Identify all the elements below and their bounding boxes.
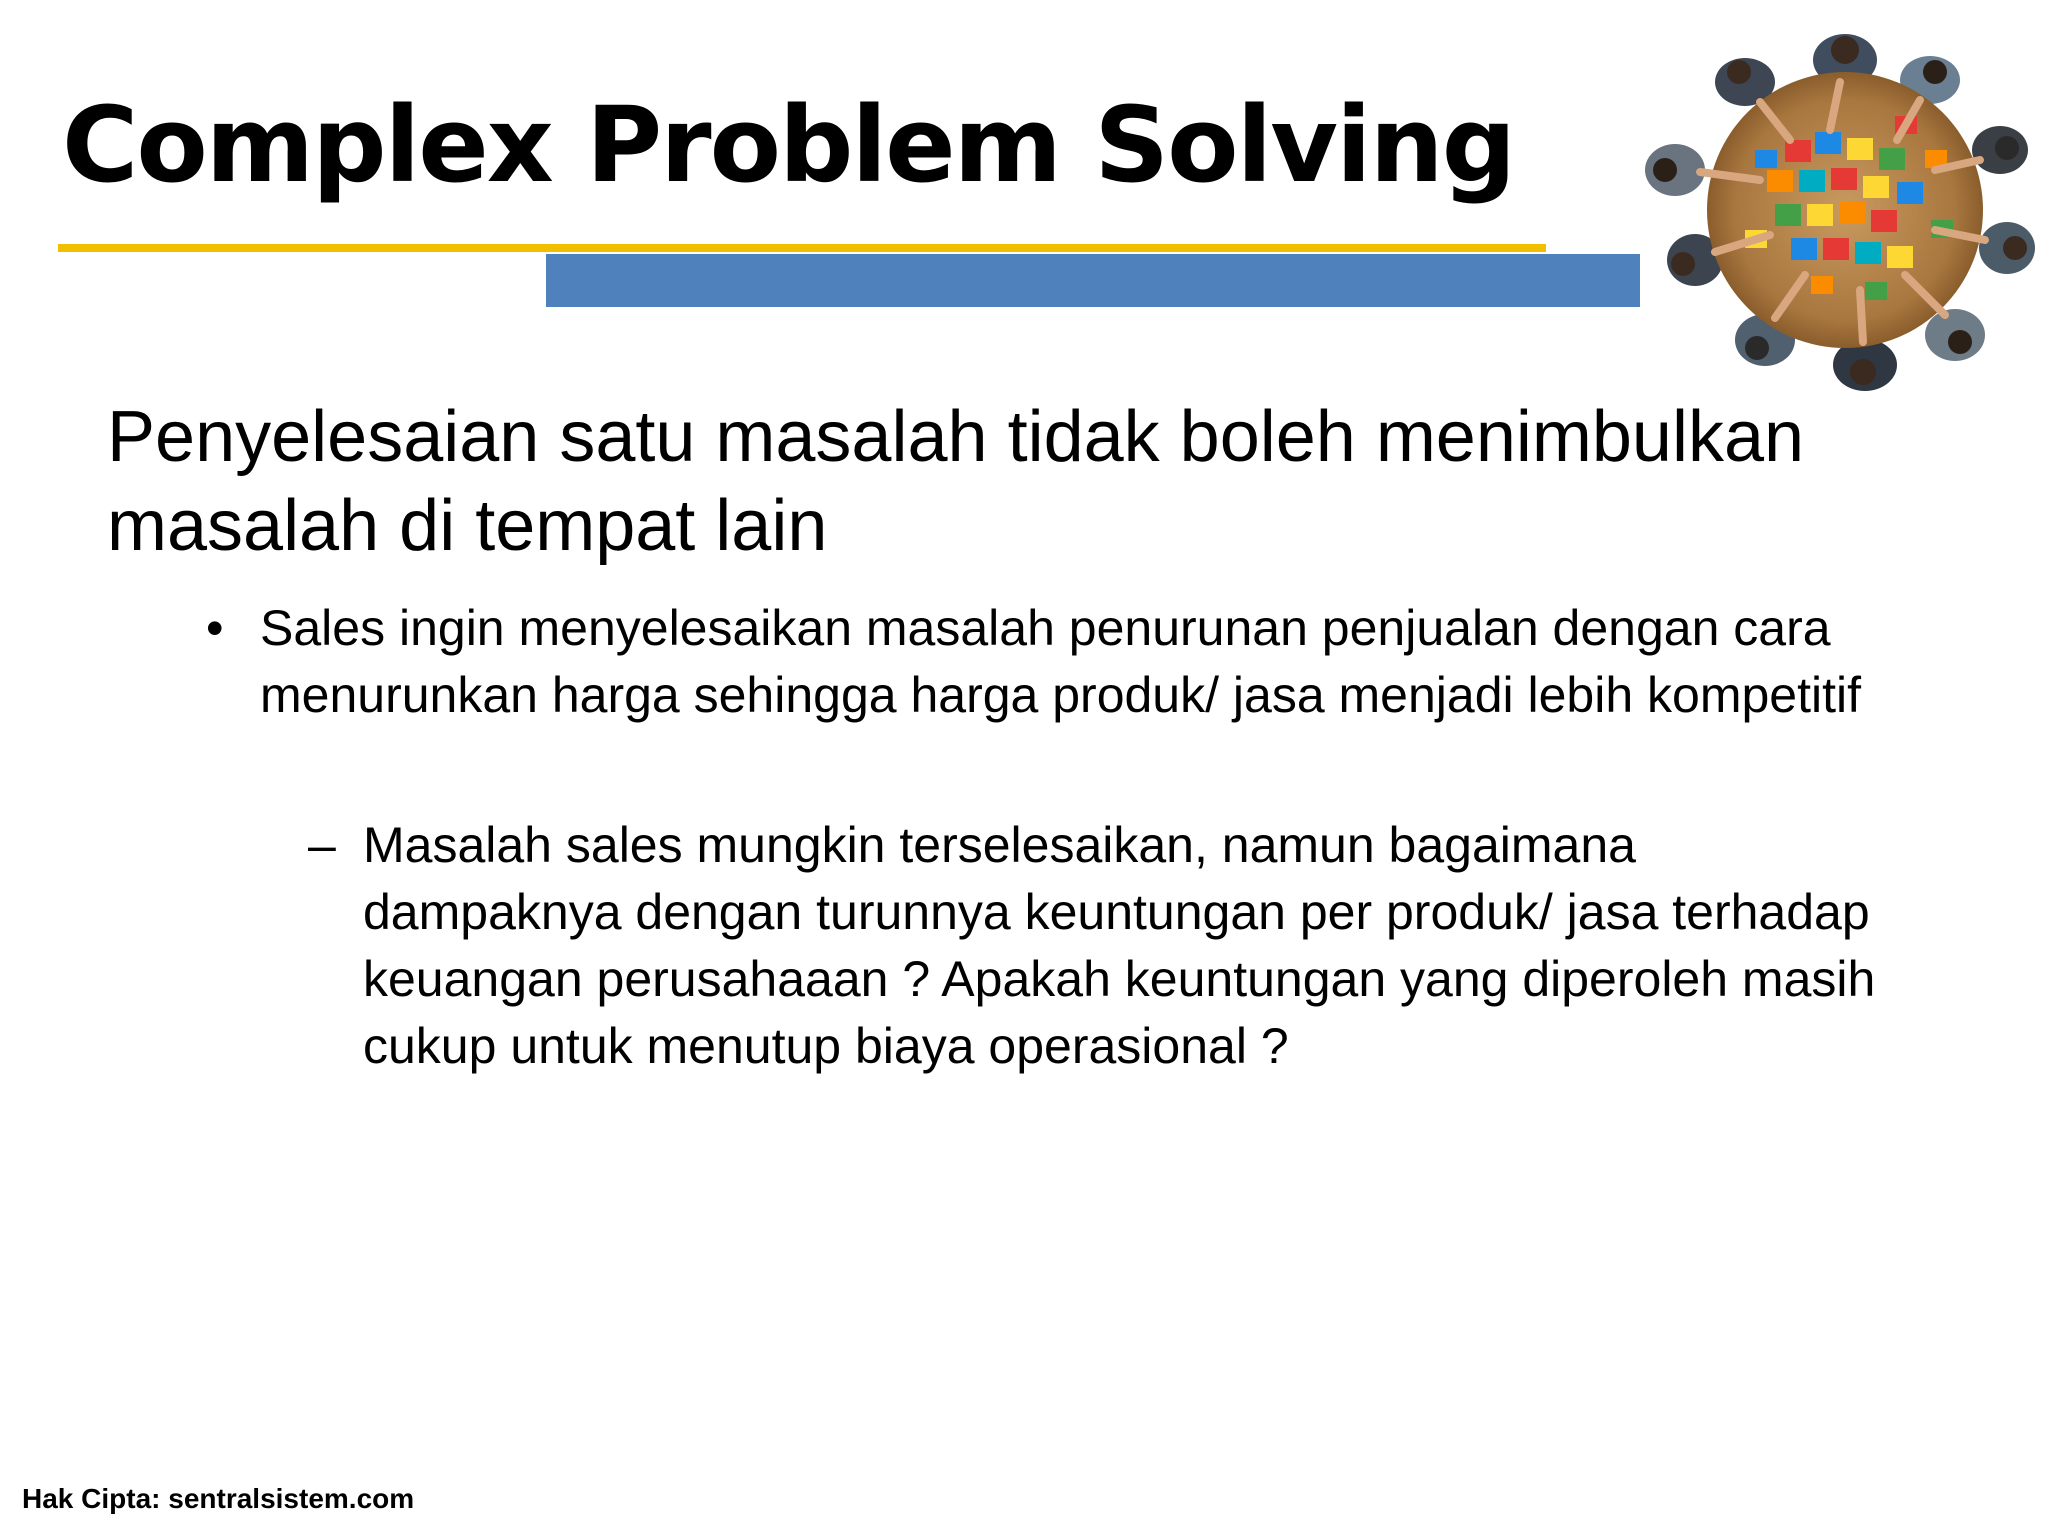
bullet-marker-level1: • <box>206 600 224 656</box>
bullet-level2-text: Masalah sales mungkin terselesaikan, namun bagaimana dampaknya dengan turunnya keuntungan per produk/ jasa terhadap keuangan perusahaaan ? Apakah keuntungan yang diperoleh masih cukup untuk menutup biaya operasional ? <box>363 817 1876 1074</box>
lead-statement: Penyelesaian satu masalah tidak boleh menimbulkan masalah di tempat lain <box>107 397 1805 566</box>
bullet-marker-level2: – <box>308 817 336 873</box>
team-puzzle-table-photo <box>1635 20 2048 400</box>
title-accent-bar-blue <box>546 254 1640 307</box>
copyright-footer: Hak Cipta: sentralsistem.com <box>22 1483 415 1514</box>
bullet-level1-text: Sales ingin menyelesaikan masalah penurunan penjualan dengan cara menurunkan harga sehingga harga produk/ jasa menjadi lebih kompetitif <box>260 600 1862 723</box>
title-underline-gold <box>58 244 1546 252</box>
slide-title: Complex Problem Solving <box>62 84 1515 206</box>
